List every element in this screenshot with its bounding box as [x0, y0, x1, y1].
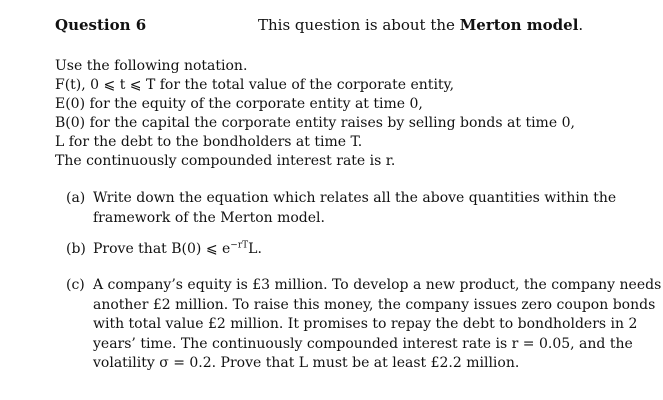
part-c-line: A company’s equity is £3 million. To develop a new product, the company needs [93, 277, 662, 293]
part-c-line: another £2 million. To raise this money, the company issues zero coupon bonds [93, 296, 656, 313]
part-b-text [93, 240, 651, 260]
part-a-line: Write down the equation which relates all the above quantities within the [93, 190, 617, 206]
part-c-label: (c) [66, 277, 85, 293]
notation-intro: Use the following notation. [55, 58, 248, 74]
part-c-line: volatility σ = 0.2. Prove that L must be at least £2.2 million. [93, 355, 520, 371]
part-a-line: framework of the Merton model. [93, 209, 325, 226]
part-b-exponent: −rT [230, 240, 249, 251]
notation-line-L: L for the debt to the bondholders at time T. [55, 134, 363, 150]
topic-model-name: Merton model [459, 16, 579, 34]
question-title: Question 6 [55, 16, 147, 34]
notation-block [55, 57, 575, 171]
part-a-text [93, 189, 651, 228]
part-c-line: with total value £2 million. It promises to repay the debt to bondholders in 2 [93, 316, 638, 332]
part-b-label: (b) [66, 241, 86, 257]
part-b-prefix: Prove that B(0) ⩽ e [93, 241, 231, 257]
part-a-label: (a) [66, 190, 86, 206]
part-c-text [93, 276, 662, 374]
notation-line-E: E(0) for the equity of the corporate entity at time 0, [55, 96, 423, 112]
part-b-line [93, 240, 651, 260]
part-b-suffix: L. [248, 241, 262, 257]
topic-suffix: . [578, 16, 584, 34]
topic-prefix: This question is about the [258, 16, 460, 34]
notation-line-F: F(t), 0 ⩽ t ⩽ T for the total value of the corporate entity, [55, 77, 455, 93]
notation-interest-rate: The continuously compounded interest rate is r. [55, 153, 396, 169]
notation-line-B: B(0) for the capital the corporate entity raises by selling bonds at time 0, [55, 115, 575, 131]
question-topic [258, 16, 583, 34]
part-c-line: years’ time. The continuously compounded interest rate is r = 0.05, and the [93, 335, 633, 352]
